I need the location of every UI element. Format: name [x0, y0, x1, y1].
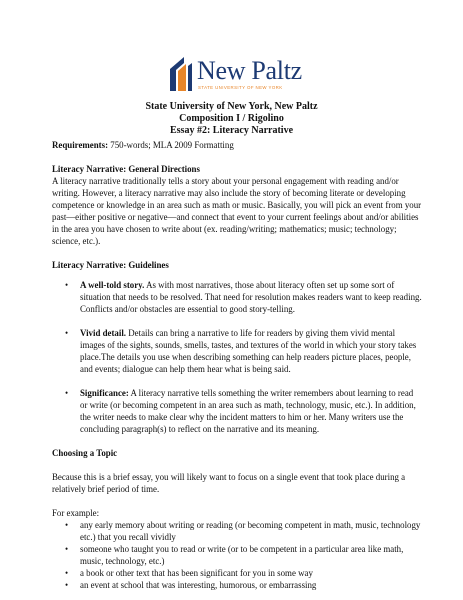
list-item: [52, 519, 422, 543]
bullet-icon: •: [65, 580, 69, 590]
bullet-icon: •: [65, 520, 69, 530]
requirements-text: 750-words; MLA 2009 Formatting: [108, 140, 234, 150]
document-body: [52, 139, 422, 591]
requirements-label: Requirements:: [52, 140, 109, 150]
guidelines-heading: Literacy Narrative: Guidelines: [52, 260, 169, 270]
examples-list: [52, 519, 422, 591]
example-text: an event at school that was interesting, humorous, or embarrassing: [80, 580, 317, 590]
topic-paragraph: Because this is a brief essay, you will likely want to focus on a single event that took place during a relatively brief period of time.: [52, 472, 406, 494]
bullet-icon: •: [65, 328, 69, 338]
guideline-text: As with most narratives, those about literacy often set up some sort of situation that needs to be resolved. That need for resolution makes readers want to keep reading. Conflicts and/or obstacles are essential to good story-telling.: [80, 280, 422, 314]
list-item: [52, 543, 422, 567]
new-paltz-logo-mark-icon: [170, 57, 196, 91]
requirements-line: [52, 139, 422, 151]
example-text: any early memory about writing or reading (or becoming competent in math, music, technology etc.) that you recall vividly: [80, 520, 421, 542]
directions-heading: Literacy Narrative: General Directions: [52, 164, 200, 174]
directions-paragraph: A literacy narrative traditionally tells a story about your personal engagement with reading and/or writing. However, a literacy narrative may also include the story of becoming literate or developing competence or knowledge in an area such as math or music. Basically, you will pick an event from your past—either positive or negative—and connect that event to your current feelings about and/or abilities in the area you have chosen to write about (ex. reading/writing; mathematics; music; technology; science, etc.).: [52, 176, 422, 246]
bullet-icon: •: [65, 568, 69, 578]
bullet-icon: •: [65, 544, 69, 554]
guideline-text: A literacy narrative tells something the writer remembers about learning to read or write (or becoming competent in an area such as math, technology, music, etc.). In addition, the writer needs to make clear why the incident matters to him or her. Many writers use the concluding paragraph(s) to reflect on the narrative and its meaning.: [80, 388, 416, 434]
guidelines-list: [52, 279, 422, 435]
guideline-lead: A well-told story.: [80, 280, 145, 290]
logo-subtitle: STATE UNIVERSITY OF NEW YORK: [198, 85, 283, 90]
new-paltz-logo: [170, 57, 330, 97]
guideline-text: Details can bring a narrative to life for readers by giving them vivid mental images of the sights, sounds, smells, tastes, and textures of the world in which your story takes place.The details you use when describing something can help readers picture places, people, and events; dialogue can help them hear what is being said.: [80, 328, 417, 374]
guideline-lead: Vivid detail.: [80, 328, 127, 338]
list-item: [52, 327, 422, 375]
bullet-icon: •: [65, 280, 69, 290]
header-institution: State University of New York, New Paltz: [145, 101, 318, 112]
list-item: [52, 567, 422, 579]
example-text: a book or other text that has been significant for you in some way: [80, 568, 313, 578]
logo-wordmark: New Paltz: [197, 56, 302, 85]
document-header: [0, 101, 463, 137]
list-item: [52, 579, 422, 591]
list-item: [52, 387, 422, 435]
example-text: someone who taught you to read or write (or to be competent in a particular area like math, music, technology, etc.): [80, 544, 404, 566]
guideline-lead: Significance:: [80, 388, 129, 398]
list-item: [52, 279, 422, 315]
topic-heading: Choosing a Topic: [52, 448, 118, 458]
bullet-icon: •: [65, 388, 69, 398]
example-intro: For example:: [52, 508, 100, 518]
header-course: Composition I / Rigolino: [179, 113, 284, 124]
header-assignment: Essay #2: Literacy Narrative: [169, 125, 294, 136]
